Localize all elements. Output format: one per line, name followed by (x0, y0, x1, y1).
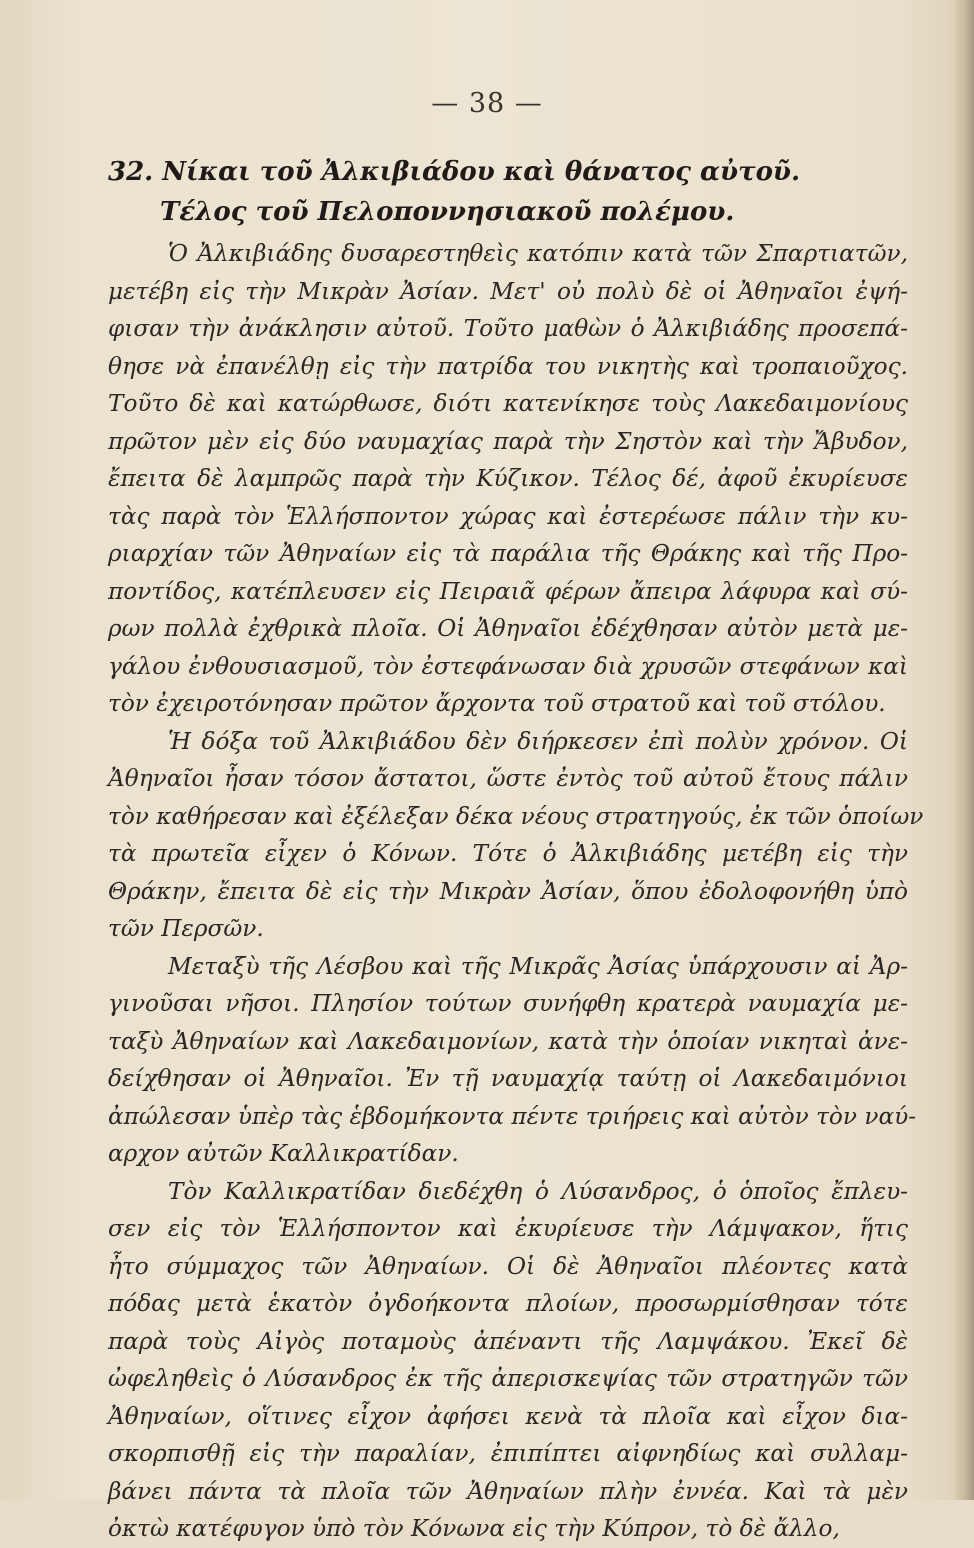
text-line: μετέβη εἰς τὴν Μικρὰν Ἀσίαν. Μετ' οὐ πολὺ δὲ οἱ Ἀθηναῖοι ἐψή- (108, 277, 908, 305)
text-line: Ἀθηναῖοι ἦσαν τόσον ἄστατοι, ὥστε ἐντὸς τοῦ αὐτοῦ ἔτους πάλιν (108, 765, 908, 792)
text-line: τὸν καθήρεσαν καὶ ἐξέλεξαν δέκα νέους στρατηγούς, ἐκ τῶν ὁποίων (108, 802, 924, 830)
text-line: τῶν Περσῶν. (108, 915, 264, 942)
text-line: πρῶτον μὲν εἰς δύο ναυμαχίας παρὰ τὴν Σηστὸν καὶ τὴν Ἄβυδον, (108, 427, 908, 455)
text-line: Τὸν Καλλικρατίδαν διεδέχθη ὁ Λύσανδρος, ὁ ὁποῖος ἔπλευ- (168, 1177, 908, 1205)
text-line: ἦτο σύμμαχος τῶν Ἀθηναίων. Οἱ δὲ Ἀθηναῖοι πλέοντες κατὰ (108, 1252, 908, 1280)
text-line: γάλου ἐνθουσιασμοῦ, τὸν ἐστεφάνωσαν διὰ χρυσῶν στεφάνων καὶ (108, 652, 908, 680)
text-line: Ἡ δόξα τοῦ Ἀλκιβιάδου δὲν διήρκεσεν ἐπὶ πολὺν χρόνον. Οἱ (168, 727, 908, 755)
text-line: Τοῦτο δὲ καὶ κατώρθωσε, διότι κατενίκησε τοὺς Λακεδαιμονίους (108, 390, 908, 417)
text-line: Θράκην, ἔπειτα δὲ εἰς τὴν Μικρὰν Ἀσίαν, ὅπου ἐδολοφονήθη ὑπὸ (108, 877, 908, 905)
text-line: τὰς παρὰ τὸν Ἑλλήσποντον χώρας καὶ ἐστερέωσε πάλιν τὴν κυ- (108, 502, 908, 530)
paragraph (108, 948, 917, 1173)
text-line: ἀπώλεσαν ὑπὲρ τὰς ἑβδομήκοντα πέντε τριήρεις καὶ αὐτὸν τὸν ναύ- (108, 1102, 917, 1130)
text-line: Μεταξὺ τῆς Λέσβου καὶ τῆς Μικρᾶς Ἀσίας ὑπάρχουσιν αἱ Ἀρ- (168, 952, 908, 980)
paragraph (108, 1173, 908, 1548)
text-line: τὸν ἐχειροτόνησαν πρῶτον ἄρχοντα τοῦ στρατοῦ καὶ τοῦ στόλου. (108, 690, 886, 717)
page-number: — 38 — (431, 88, 543, 119)
text-line: ρων πολλὰ ἐχθρικὰ πλοῖα. Οἱ Ἀθηναῖοι ἐδέχθησαν αὐτὸν μετὰ με- (108, 615, 908, 642)
text-line: Ἀθηναίων, οἵτινες εἶχον ἀφήσει κενὰ τὰ πλοῖα καὶ εἶχον δια- (108, 1402, 908, 1430)
text-line: τὰ πρωτεῖα εἶχεν ὁ Κόνων. Τότε ὁ Ἀλκιβιάδης μετέβη εἰς τὴν (108, 840, 908, 867)
text-line: παρὰ τοὺς Αἰγὸς ποταμοὺς ἀπέναντι τῆς Λαμψάκου. Ἐκεῖ δὲ (108, 1327, 908, 1355)
section-heading-line-2: Τέλος τοῦ Πελοποννησιακοῦ πολέμου. (160, 197, 735, 227)
text-line: σκορπισθῇ εἰς τὴν παραλίαν, ἐπιπίπτει αἰφνηδίως καὶ συλλαμ- (108, 1440, 908, 1467)
text-line: ὠφεληθεὶς ὁ Λύσανδρος ἐκ τῆς ἀπερισκεψίας τῶν στρατηγῶν τῶν (108, 1365, 908, 1392)
text-line: βάνει πάντα τὰ πλοῖα τῶν Ἀθηναίων πλὴν ἐννέα. Καὶ τὰ μὲν (108, 1477, 908, 1505)
text-line: φισαν τὴν ἀνάκλησιν αὐτοῦ. Τοῦτο μαθὼν ὁ Ἀλκιβιάδης προσεπά- (108, 315, 908, 342)
text-line: αρχον αὐτῶν Καλλικρατίδαν. (108, 1140, 459, 1167)
paragraph (108, 723, 924, 948)
body-text (108, 235, 924, 1548)
text-line: δείχθησαν οἱ Ἀθηναῖοι. Ἐν τῇ ναυμαχίᾳ ταύτῃ οἱ Λακεδαιμόνιοι (108, 1065, 908, 1092)
text-line: γινοῦσαι νῆσοι. Πλησίον τούτων συνήφθη κρατερὰ ναυμαχία με- (108, 990, 908, 1017)
text-line: πόδας μετὰ ἑκατὸν ὀγδοήκοντα πλοίων, προσωρμίσθησαν τότε (108, 1290, 908, 1317)
text-line: ποντίδος, κατέπλευσεν εἰς Πειραιᾶ φέρων ἄπειρα λάφυρα καὶ σύ- (108, 577, 908, 605)
section-heading-line-1: 32. Νίκαι τοῦ Ἀλκιβιάδου καὶ θάνατος αὐτοῦ. (108, 157, 801, 187)
paragraph (108, 235, 908, 723)
text-line: σεν εἰς τὸν Ἑλλήσποντον καὶ ἐκυρίευσε τὴν Λάμψακον, ἥτις (108, 1215, 908, 1242)
text-line: ἔπειτα δὲ λαμπρῶς παρὰ τὴν Κύζικον. Τέλος δέ, ἀφοῦ ἐκυρίευσε (108, 465, 908, 492)
text-line: Ὁ Ἀλκιβιάδης δυσαρεστηθεὶς κατόπιν κατὰ τῶν Σπαρτιατῶν, (168, 240, 908, 267)
text-line: θησε νὰ ἐπανέλθῃ εἰς τὴν πατρίδα του νικητὴς καὶ τροπαιοῦχος. (108, 352, 908, 380)
text-line: ταξὺ Ἀθηναίων καὶ Λακεδαιμονίων, κατὰ τὴν ὁποίαν νικηταὶ ἀνε- (108, 1027, 908, 1055)
text-line: ριαρχίαν τῶν Ἀθηναίων εἰς τὰ παράλια τῆς Θράκης καὶ τῆς Προ- (108, 540, 908, 567)
text-line: ὀκτὼ κατέφυγον ὑπὸ τὸν Κόνωνα εἰς τὴν Κύπρον, τὸ δὲ ἄλλο, (108, 1515, 840, 1542)
